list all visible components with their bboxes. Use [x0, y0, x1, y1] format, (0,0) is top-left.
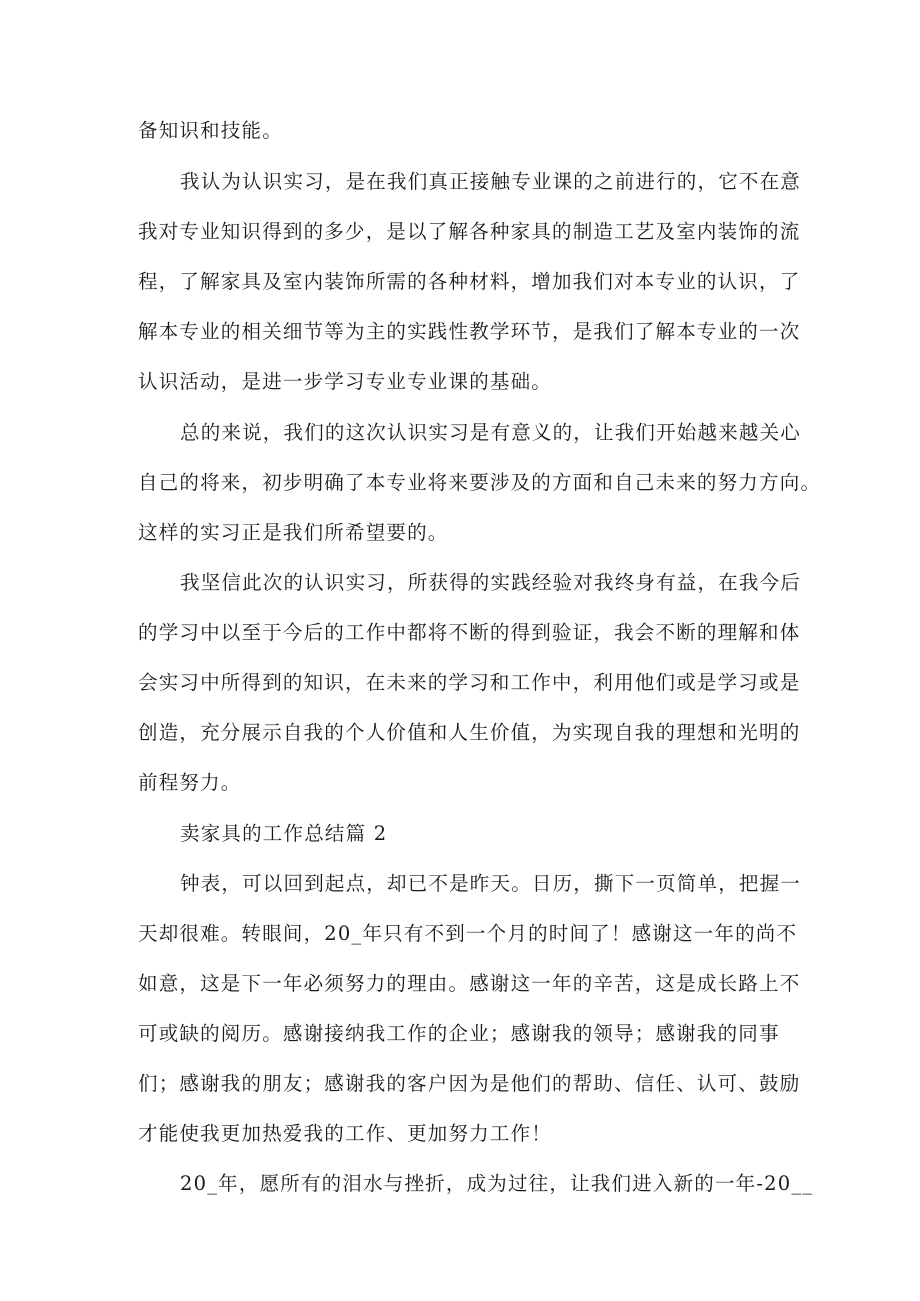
text-line: 可或缺的阅历。感谢接纳我工作的企业；感谢我的领导；感谢我的同事: [138, 1022, 780, 1045]
paragraph-first-line: 20_年，愿所有的泪水与挫折，成为过往，让我们进入新的一年-20__: [180, 1172, 814, 1195]
paragraph-first-line: 我坚信此次的认识实习，所获得的实践经验对我终身有益，在我今后: [180, 571, 802, 594]
text-line: 程，了解家具及室内装饰所需的各种材料，增加我们对本专业的认识，了: [138, 270, 801, 293]
text-line: 们；感谢我的朋友；感谢我的客户因为是他们的帮助、信任、认可、鼓励: [138, 1072, 801, 1095]
text-line: 自己的将来，初步明确了本专业将来要涉及的方面和自己未来的努力方向。: [138, 471, 822, 494]
text-line: 会实习中所得到的知识，在未来的学习和工作中，利用他们或是学习或是: [138, 671, 801, 694]
paragraph-first-line: 总的来说，我们的这次认识实习是有意义的，让我们开始越来越关心: [180, 421, 802, 444]
text-line: 认识活动，是进一步学习专业专业课的基础。: [138, 370, 553, 393]
text-line: 天却很难。转眼间，20_年只有不到一个月的时间了！感谢这一年的尚不: [138, 922, 798, 945]
paragraph-first-line: 我认为认识实习，是在我们真正接触专业课的之前进行的，它不在意: [180, 170, 802, 193]
text-line: 我对专业知识得到的多少，是以了解各种家具的制造工艺及室内装饰的流: [138, 220, 801, 243]
text-line: 如意，这是下一年必须努力的理由。感谢这一年的辛苦，这是成长路上不: [138, 972, 801, 995]
text-line: 才能使我更加热爱我的工作、更加努力工作！: [138, 1122, 553, 1145]
text-line: 前程努力。: [138, 771, 242, 794]
text-line: 这样的实习正是我们所希望要的。: [138, 521, 449, 544]
text-line: 备知识和技能。: [138, 119, 283, 142]
text-line: 解本专业的相关细节等为主的实践性教学环节，是我们了解本专业的一次: [138, 320, 801, 343]
section-heading: 卖家具的工作总结篇 2: [180, 822, 388, 845]
text-line: 的学习中以至于今后的工作中都将不断的得到验证，我会不断的理解和体: [138, 621, 801, 644]
text-line: 创造，充分展示自我的个人价值和人生价值，为实现自我的理想和光明的: [138, 721, 801, 744]
paragraph-first-line: 钟表，可以回到起点，却已不是昨天。日历，撕下一页简单，把握一: [180, 872, 802, 895]
